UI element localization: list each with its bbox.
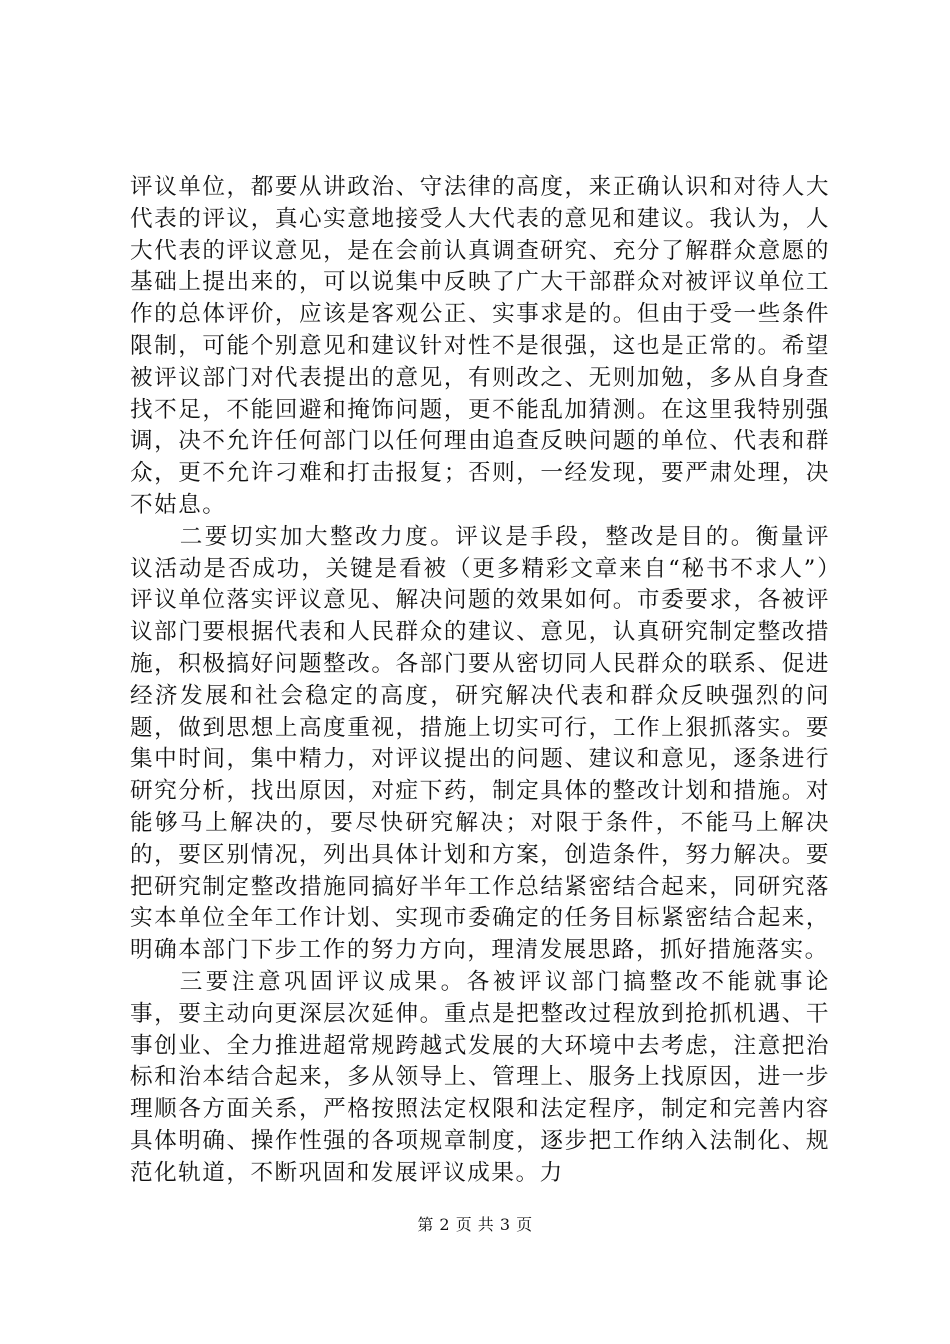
paragraph-1: 评议单位，都要从讲政治、守法律的高度，来正确认识和对待人大代表的评议，真心实意地接受人大代表的意见和建议。我认为，人大代表的评议意见，是在会前认真调查研究、充分了解群众意愿的基础上提出来的，可以说集中反映了广大干部群众对被评议单位工作的总体评价，应该是客观公正、实事求是的。但由于受一些条件限制，可能个别意见和建议针对性不是很强，这也是正常的。希望被评议部门对代表提出的意见，有则改之、无则加勉，多从自身查找不足，不能回避和掩饰问题，更不能乱加猜测。在这里我特别强调，决不允许任何部门以任何理由追查反映问题的单位、代表和群众，更不允许刁难和打击报复；否则，一经发现，要严肃处理，决不姑息。 (130, 174, 830, 518)
document-body (130, 172, 830, 1190)
page-footer: 第 2 页 共 3 页 (417, 1215, 533, 1234)
paragraph-2: 二要切实加大整改力度。评议是手段，整改是目的。衡量评议活动是否成功，关键是看被（更多精彩文章来自“秘书不求人”）评议单位落实评议意见、解决问题的效果如何。市委要求，各被评议部门要根据代表和人民群众的建议、意见，认真研究制定整改措施，积极搞好问题整改。各部门要从密切同人民群众的联系、促进经济发展和社会稳定的高度，研究解决代表和群众反映强烈的问题，做到思想上高度重视，措施上切实可行，工作上狠抓落实。要集中时间，集中精力，对评议提出的问题、建议和意见，逐条进行研究分析，找出原因，对症下药，制定具体的整改计划和措施。对能够马上解决的，要尽快研究解决；对限于条件，不能马上解决的，要区别情况，列出具体计划和方案，创造条件，努力解决。要把研究制定整改措施同搞好半年工作总结紧密结合起来，同研究落实本单位全年工作计划、实现市委确定的任务目标紧密结合起来，明确本部门下步工作的努力方向，理清发展思路，抓好措施落实。 (130, 523, 830, 964)
paragraph-3: 三要注意巩固评议成果。各被评议部门搞整改不能就事论事，要主动向更深层次延伸。重点是把整改过程放到抢抓机遇、干事创业、全力推进超常规跨越式发展的大环境中去考虑，注意把治标和治本结合起来，多从领导上、管理上、服务上找原因，进一步理顺各方面关系，严格按照法定权限和法定程序，制定和完善内容具体明确、操作性强的各项规章制度，逐步把工作纳入法制化、规范化轨道，不断巩固和发展评议成果。力 (130, 968, 830, 1186)
